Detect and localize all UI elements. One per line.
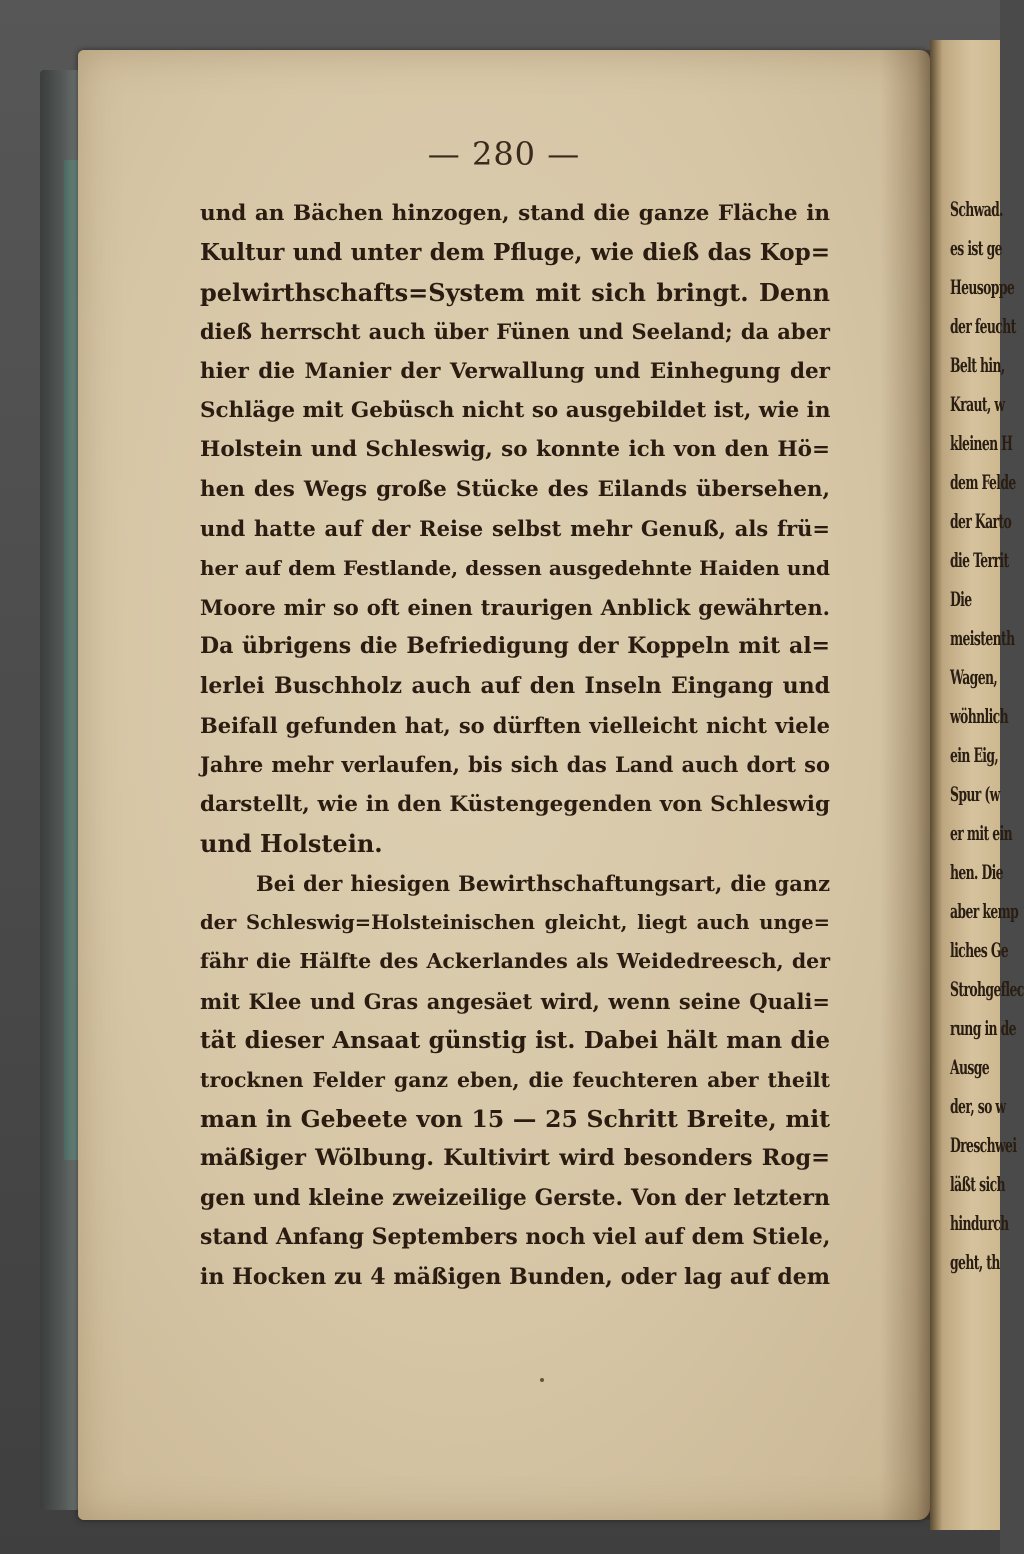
body-text (200, 194, 830, 1297)
text-line: stand Anfang Septembers noch viel auf dem Stiele, (200, 1224, 831, 1251)
text-line: gen und kleine zweizeilige Gerste. Von der letztern (200, 1184, 830, 1211)
facing-line: Ausge (950, 1055, 990, 1079)
text-line: Bei der hiesigen Bewirthschaftungsart, die ganz (256, 870, 830, 896)
text-line: mäßiger Wölbung. Kultivirt wird besonders Rog= (200, 1145, 830, 1172)
paper-speck (540, 1378, 544, 1382)
text-line: Kultur und unter dem Pfluge, wie dieß das Kop= (200, 239, 830, 267)
text-line: Moore mir so oft einen traurigen Anblick gewährten. (200, 594, 830, 620)
text-line: Da übrigens die Befriedigung der Koppeln mit al= (200, 633, 830, 660)
facing-line: der Karto (950, 509, 1012, 533)
text-line: hier die Manier der Verwallung und Einhegung der (200, 358, 830, 384)
text-line: lerlei Buschholz auch auf den Inseln Eingang und (200, 672, 830, 699)
text-line: und an Bächen hinzogen, stand die ganze Fläche in (200, 201, 830, 226)
facing-line: ein Eig, (950, 743, 999, 767)
text-line: fähr die Hälfte des Ackerlandes als Weidedreesch, der (200, 949, 830, 974)
facing-line: Dreschwei (950, 1133, 1017, 1157)
text-line: und hatte auf der Reise selbst mehr Genuß, als frü= (200, 516, 830, 542)
text-line: her auf dem Festlande, dessen ausgedehnte Haiden und (200, 555, 830, 580)
text-line: dieß herrscht auch über Fünen und Seeland; da aber (200, 319, 830, 345)
facing-line: dem Felde (950, 470, 1016, 494)
text-line: Jahre mehr verlaufen, bis sich das Land auch dort so (200, 752, 830, 778)
facing-line: Wagen, (950, 665, 998, 689)
facing-line: Die (950, 587, 972, 611)
text-line: pelwirthschafts=System mit sich bringt. Denn (200, 277, 830, 307)
text-line: der Schleswig=Holsteinischen gleicht, liegt auch unge= (200, 911, 830, 935)
text-line: in Hocken zu 4 mäßigen Bunden, oder lag auf dem (200, 1263, 830, 1290)
text-line: mit Klee und Gras angesäet wird, wenn seine Quali= (200, 988, 830, 1014)
text-line: Beifall gefunden hat, so dürften vielleicht nicht viele (200, 713, 830, 739)
facing-line: Belt hin, (950, 353, 1005, 377)
facing-page-text (950, 190, 1024, 1330)
facing-line: Spur (w (950, 782, 1000, 806)
text-line: und Holstein. (200, 829, 383, 859)
facing-line: meistenth (950, 626, 1015, 650)
facing-line: der, so w (950, 1094, 1006, 1118)
text-line: man in Gebeete von 15 — 25 Schritt Breite, mit (200, 1104, 830, 1133)
page-number: — 280 — (427, 135, 581, 173)
text-line: Schläge mit Gebüsch nicht so ausgebildet ist, wie in (200, 397, 831, 423)
facing-line: geht, th (950, 1250, 1000, 1274)
facing-line: er mit ein (950, 821, 1013, 845)
facing-line: aber kemp (950, 899, 1019, 923)
facing-line: kleinen H (950, 431, 1013, 455)
text-line: tät dieser Ansaat günstig ist. Dabei hält man die (200, 1027, 830, 1055)
facing-line: Kraut, w (950, 392, 1005, 416)
facing-line: Schwad. (950, 197, 1003, 221)
text-line: Holstein und Schleswig, so konnte ich von den Hö= (200, 437, 830, 463)
facing-line: liches Ge (950, 938, 1009, 962)
facing-line: es ist ge (950, 236, 1002, 260)
facing-line: Strohgeflec (950, 977, 1024, 1001)
facing-line: der feucht (950, 314, 1016, 338)
text-line: hen des Wegs große Stücke des Eilands übersehen, (200, 476, 830, 502)
text-line: darstellt, wie in den Küstengegenden von Schleswig (200, 791, 830, 817)
facing-line: hindurch (950, 1211, 1009, 1235)
facing-line: hen. Die (950, 860, 1003, 884)
facing-line: wöhnlich (950, 704, 1009, 728)
text-line: trocknen Felder ganz eben, die feuchteren aber theilt (200, 1067, 830, 1092)
facing-line: Heusoppe (950, 275, 1015, 299)
facing-line: die Territ (950, 548, 1009, 572)
facing-line: läßt sich (950, 1172, 1005, 1196)
facing-line: rung in de (950, 1016, 1016, 1040)
